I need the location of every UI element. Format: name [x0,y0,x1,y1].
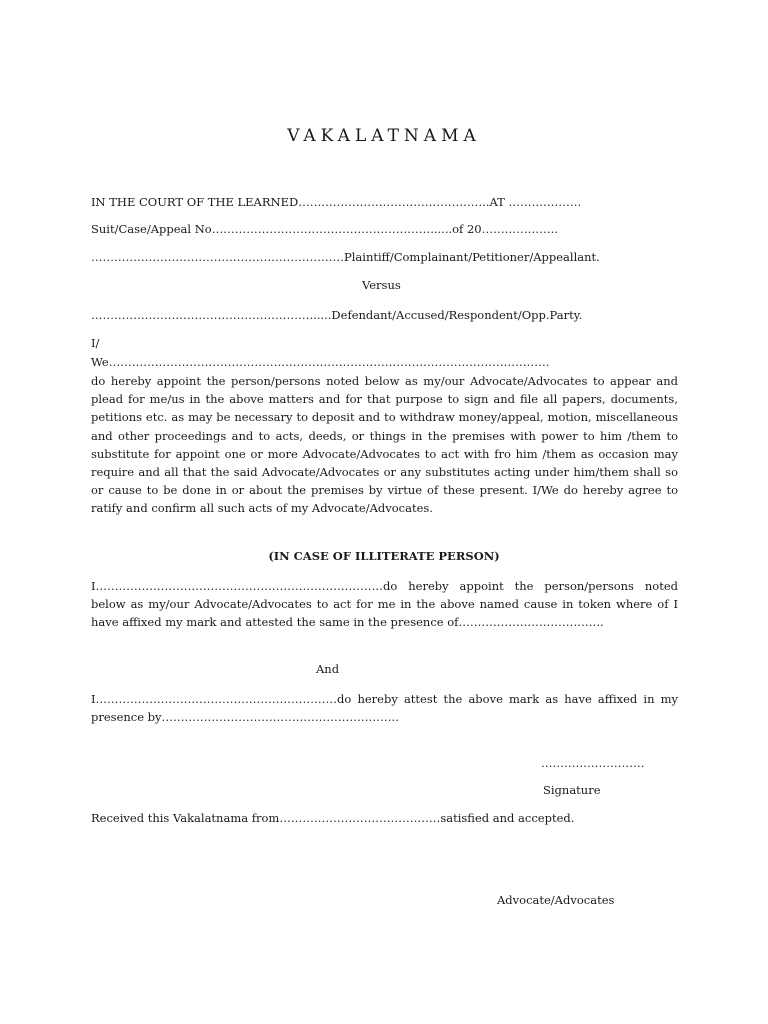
defendant-line: …………………………………………………......Defendant/Accused/Respondent/Opp.Party. [91,308,583,322]
versus-label: Versus [362,278,401,292]
attest-paragraph: I………………………………………………………do hereby attest the above mark as have affixed in my presence by…………………………………………………….. [91,692,678,725]
illiterate-heading: (IN CASE OF ILLITERATE PERSON) [268,549,500,563]
and-label: And [316,662,340,676]
suit-line: Suit/Case/Appeal No…………………………………………………......of 20……………….. [91,222,558,236]
court-line: IN THE COURT OF THE LEARNED…………………………………………..AT ………………. [91,195,582,209]
appointment-paragraph: do hereby appoint the person/persons noted below as my/our Advocate/Advocates to appear and plead for me/us in the above matters and for that purpose to sign and file all papers, documents, petitions etc. as may be necessary to deposit and to withdraw money/appeal, motion, miscellaneous and other proceedings and to acts, deeds, or things in the premises with power to him /them to substitute for appoint one or more Advocate/Advocates to act with fro him /them as occasion may require and all that the said Advocate/Advocates or any substitutes acting under him/them shall so or cause to be done in or about the premises by virtue of these present. I/We do hereby agree to ratify and confirm all such acts of my Advocate/Advocates. [91,374,678,516]
we-line: We……………………………………………………………………………………………………. [91,355,550,369]
illiterate-paragraph: I…………………………………………………………………do hereby appoint the person/persons noted below as my/our Advocate/Advocates to act for me in the above named cause in token where of I have affixed my mark and attested the same in the presence of……………………………….. [91,579,678,630]
i-slash-label: I/ [91,336,100,350]
advocate-label: Advocate/Advocates [497,893,615,907]
plaintiff-line: …………………………………………………………Plaintiff/Complainant/Petitioner/Appeallant. [91,250,600,264]
document-title: VAKALATNAMA [287,126,481,146]
received-line: Received this Vakalatnama from……………………………………satisfied and accepted. [91,811,575,825]
signature-label: Signature [543,783,601,797]
signature-dots: ……………………… [541,756,645,770]
